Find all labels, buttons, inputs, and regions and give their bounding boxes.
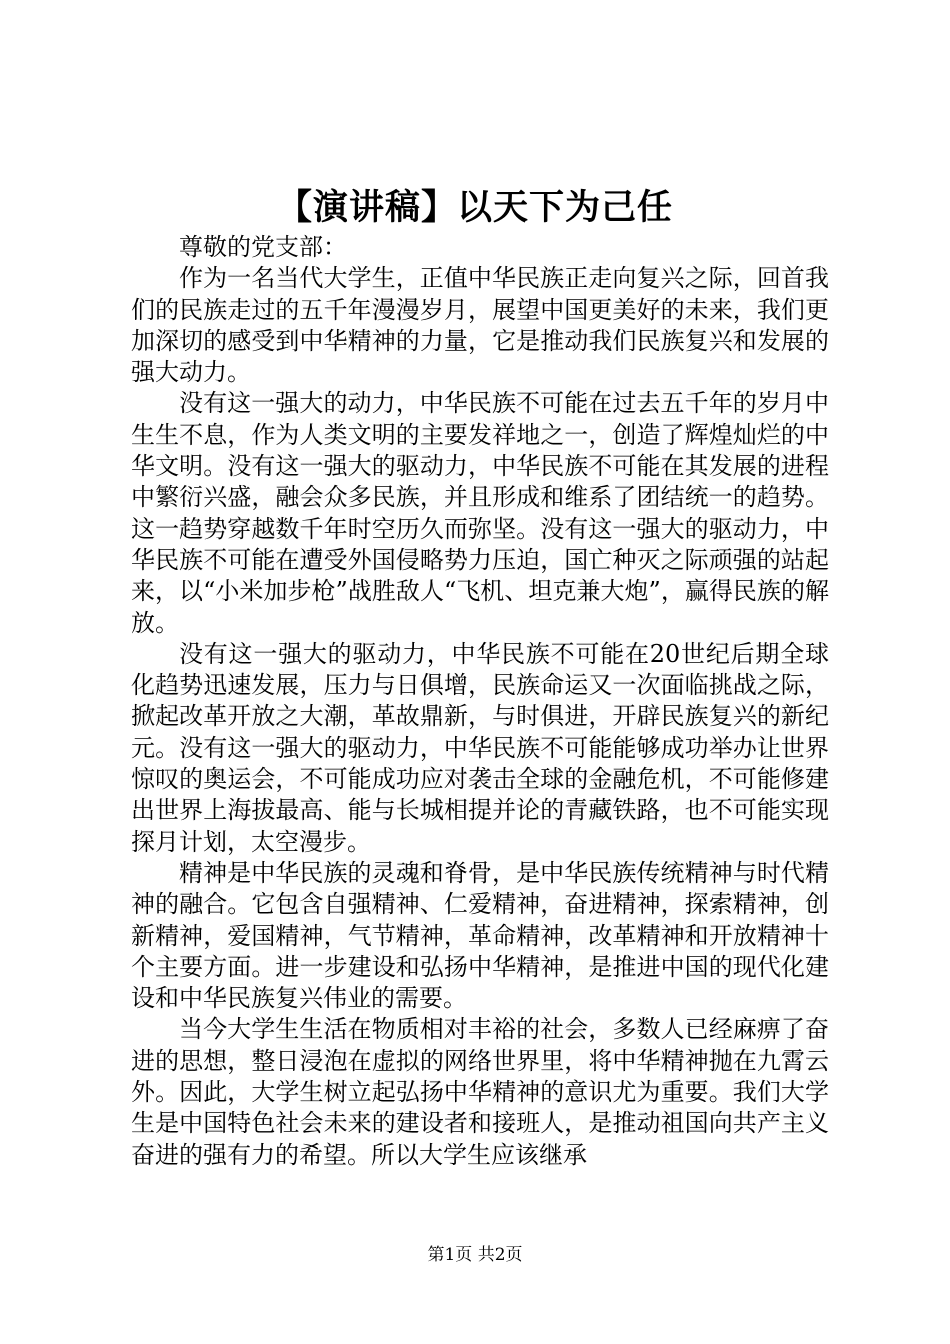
paragraph-5: 当今大学生生活在物质相对丰裕的社会，多数人已经麻痹了奋进的思想，整日浸泡在虚拟的网络世界里，将中华精神抛在九霄云外。因此，大学生树立起弘扬中华精神的意识尤为重要。我们大学生是中国特色社会未来的建设者和接班人，是推动祖国向共产主义奋进的强有力的希望。所以大学生应该继承 <box>131 1015 829 1169</box>
paragraph-4: 精神是中华民族的灵魂和脊骨，是中华民族传统精神与时代精神的融合。它包含自强精神、仁爱精神，奋进精神，探索精神，创新精神，爱国精神，气节精神，革命精神，改革精神和开放精神十个主要方面。进一步建设和弘扬中华精神，是推进中国的现代化建设和中华民族复兴伟业的需要。 <box>131 858 829 1013</box>
paragraph-2: 没有这一强大的动力，中华民族不可能在过去五千年的岁月中生生不息，作为人类文明的主要发祥地之一，创造了辉煌灿烂的中华文明。没有这一强大的驱动力，中华民族不可能在其发展的进程中繁衍兴盛，融会众多民族，并且形成和维系了团结统一的趋势。这一趋势穿越数千年时空历久而弥坚。没有这一强大的驱动力，中华民族不可能在遭受外国侵略势力压迫，国亡种灭之际顽强的站起来，以“小米加步枪”战胜敌人“飞机、坦克兼大炮”，赢得民族的解放。 <box>131 389 829 637</box>
document-title: 【演讲稿】以天下为己任 <box>276 187 673 228</box>
page-footer: 第1页 共2页 <box>427 1245 523 1265</box>
greeting-line: 尊敬的党支部： <box>179 233 347 261</box>
document-body <box>131 232 829 1171</box>
paragraph-3: 没有这一强大的驱动力，中华民族不可能在20世纪后期全球化趋势迅速发展，压力与日俱增，民族命运又一次面临挑战之际，掀起改革开放之大潮，革故鼎新，与时俱进，开辟民族复兴的新纪元。没有这一强大的驱动力，中华民族不可能能够成功举办让世界惊叹的奥运会，不可能成功应对袭击全球的金融危机，不可能修建出世界上海拔最高、能与长城相提并论的青藏铁路，也不可能实现探月计划，太空漫步。 <box>131 639 829 856</box>
paragraph-1: 作为一名当代大学生，正值中华民族正走向复兴之际，回首我们的民族走过的五千年漫漫岁月，展望中国更美好的未来，我们更加深切的感受到中华精神的力量，它是推动我们民族复兴和发展的强大动力。 <box>131 264 829 387</box>
